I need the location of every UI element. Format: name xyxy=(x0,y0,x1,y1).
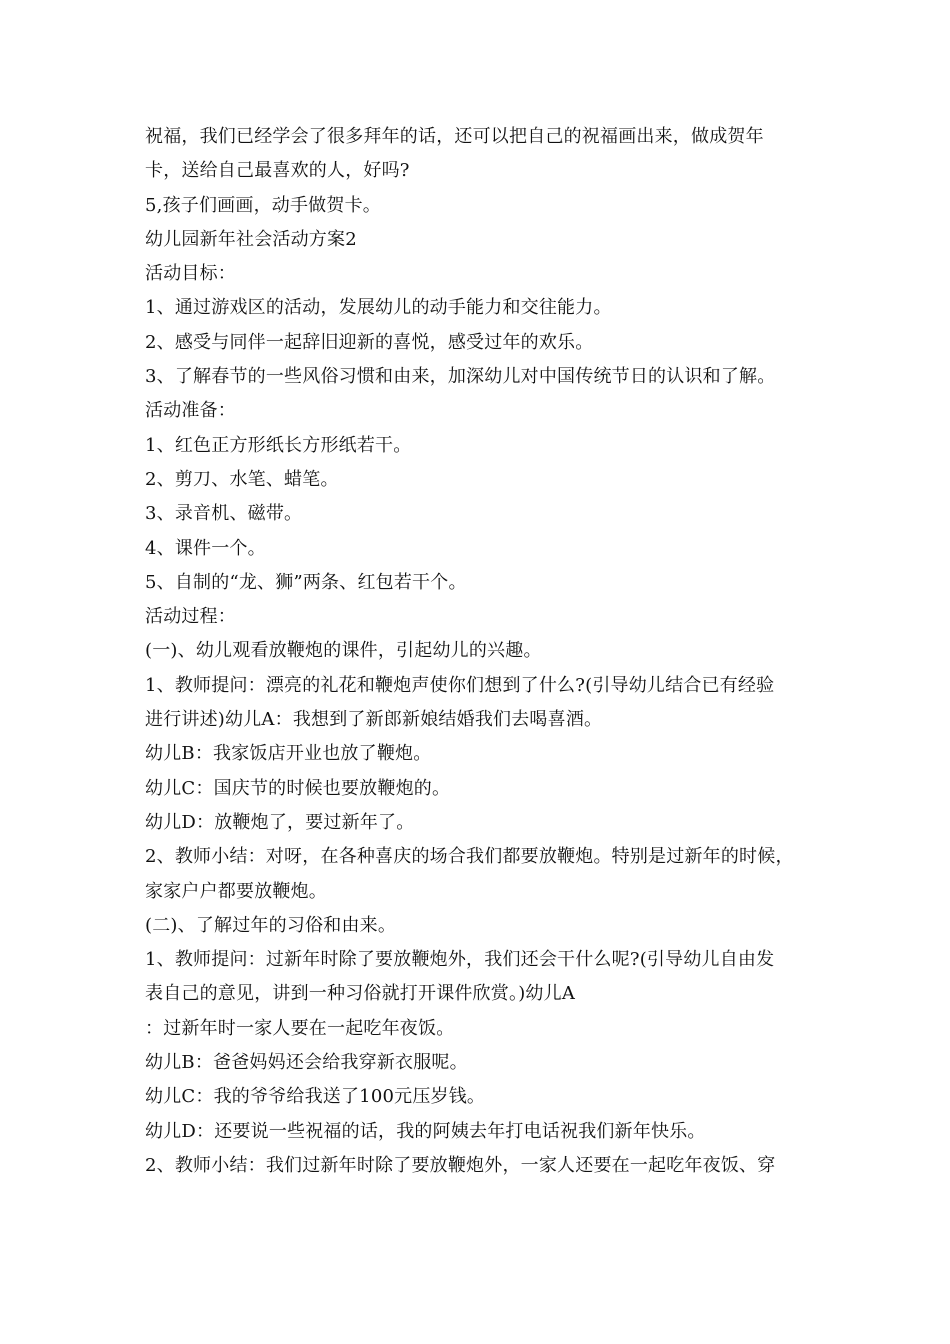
list-item: 3、了解春节的一些风俗习惯和由来，加深幼儿对中国传统节日的认识和了解。 xyxy=(145,366,776,388)
list-item: 5、自制的“龙、狮”两条、红包若干个。 xyxy=(145,571,467,593)
section-heading: 活动目标： xyxy=(145,263,236,285)
text-line: (一)、幼儿观看放鞭炮的课件，引起幼儿的兴趣。 xyxy=(145,640,542,662)
text-line: (二)、了解过年的习俗和由来。 xyxy=(145,914,397,936)
list-item: 4、课件一个。 xyxy=(145,537,266,559)
text-line: 幼儿B：爸爸妈妈还会给我穿新衣服呢。 xyxy=(145,1052,468,1074)
section-title: 幼儿园新年社会活动方案2 xyxy=(145,228,357,250)
text-line: 祝福，我们已经学会了很多拜年的话，还可以把自己的祝福画出来，做成贺年 xyxy=(145,126,764,147)
text-line: 2、教师小结：对呀，在各种喜庆的场合我们都要放鞭炮。特别是过新年的时候， xyxy=(145,846,794,868)
document-body xyxy=(145,120,825,1183)
text-line: ：过新年时一家人要在一起吃年夜饭。 xyxy=(145,1017,455,1039)
text-line: 幼儿C：我的爷爷给我送了100元压岁钱。 xyxy=(145,1086,486,1108)
list-item: 2、感受与同伴一起辞旧迎新的喜悦，感受过年的欢乐。 xyxy=(145,331,594,353)
text-line: 幼儿D：还要说一些祝福的话，我的阿姨去年打电话祝我们新年快乐。 xyxy=(145,1120,706,1142)
text-line: 表自己的意见，讲到一种习俗就打开课件欣赏。)幼儿A xyxy=(145,983,576,1005)
text-line: 幼儿B：我家饭店开业也放了鞭炮。 xyxy=(145,743,432,765)
text-line: 家家户户都要放鞭炮。 xyxy=(145,880,327,902)
section-heading: 活动准备： xyxy=(145,400,236,422)
text-line: 1、教师提问：漂亮的礼花和鞭炮声使你们想到了什么?(引导幼儿结合已有经验 xyxy=(145,674,775,696)
text-line: 幼儿C：国庆节的时候也要放鞭炮的。 xyxy=(145,777,451,799)
list-item: 1、通过游戏区的活动，发展幼儿的动手能力和交往能力。 xyxy=(145,297,612,319)
list-item: 3、录音机、磁带。 xyxy=(145,503,303,525)
section-heading: 活动过程： xyxy=(145,606,236,628)
text-line: 2、教师小结：我们过新年时除了要放鞭炮外，一家人还要在一起吃年夜饭、穿 xyxy=(145,1154,776,1176)
text-line: 卡，送给自己最喜欢的人，好吗? xyxy=(145,160,410,182)
text-line: 5,孩子们画画，动手做贺卡。 xyxy=(145,194,381,216)
text-line: 进行讲述)幼儿A：我想到了新郎新娘结婚我们去喝喜酒。 xyxy=(145,709,603,731)
text-line: 幼儿D：放鞭炮了，要过新年了。 xyxy=(145,811,415,833)
list-item: 1、红色正方形纸长方形纸若干。 xyxy=(145,434,412,456)
text-line: 1、教师提问：过新年时除了要放鞭炮外，我们还会干什么呢?(引导幼儿自由发 xyxy=(145,949,775,971)
list-item: 2、剪刀、水笔、蜡笔。 xyxy=(145,468,339,490)
